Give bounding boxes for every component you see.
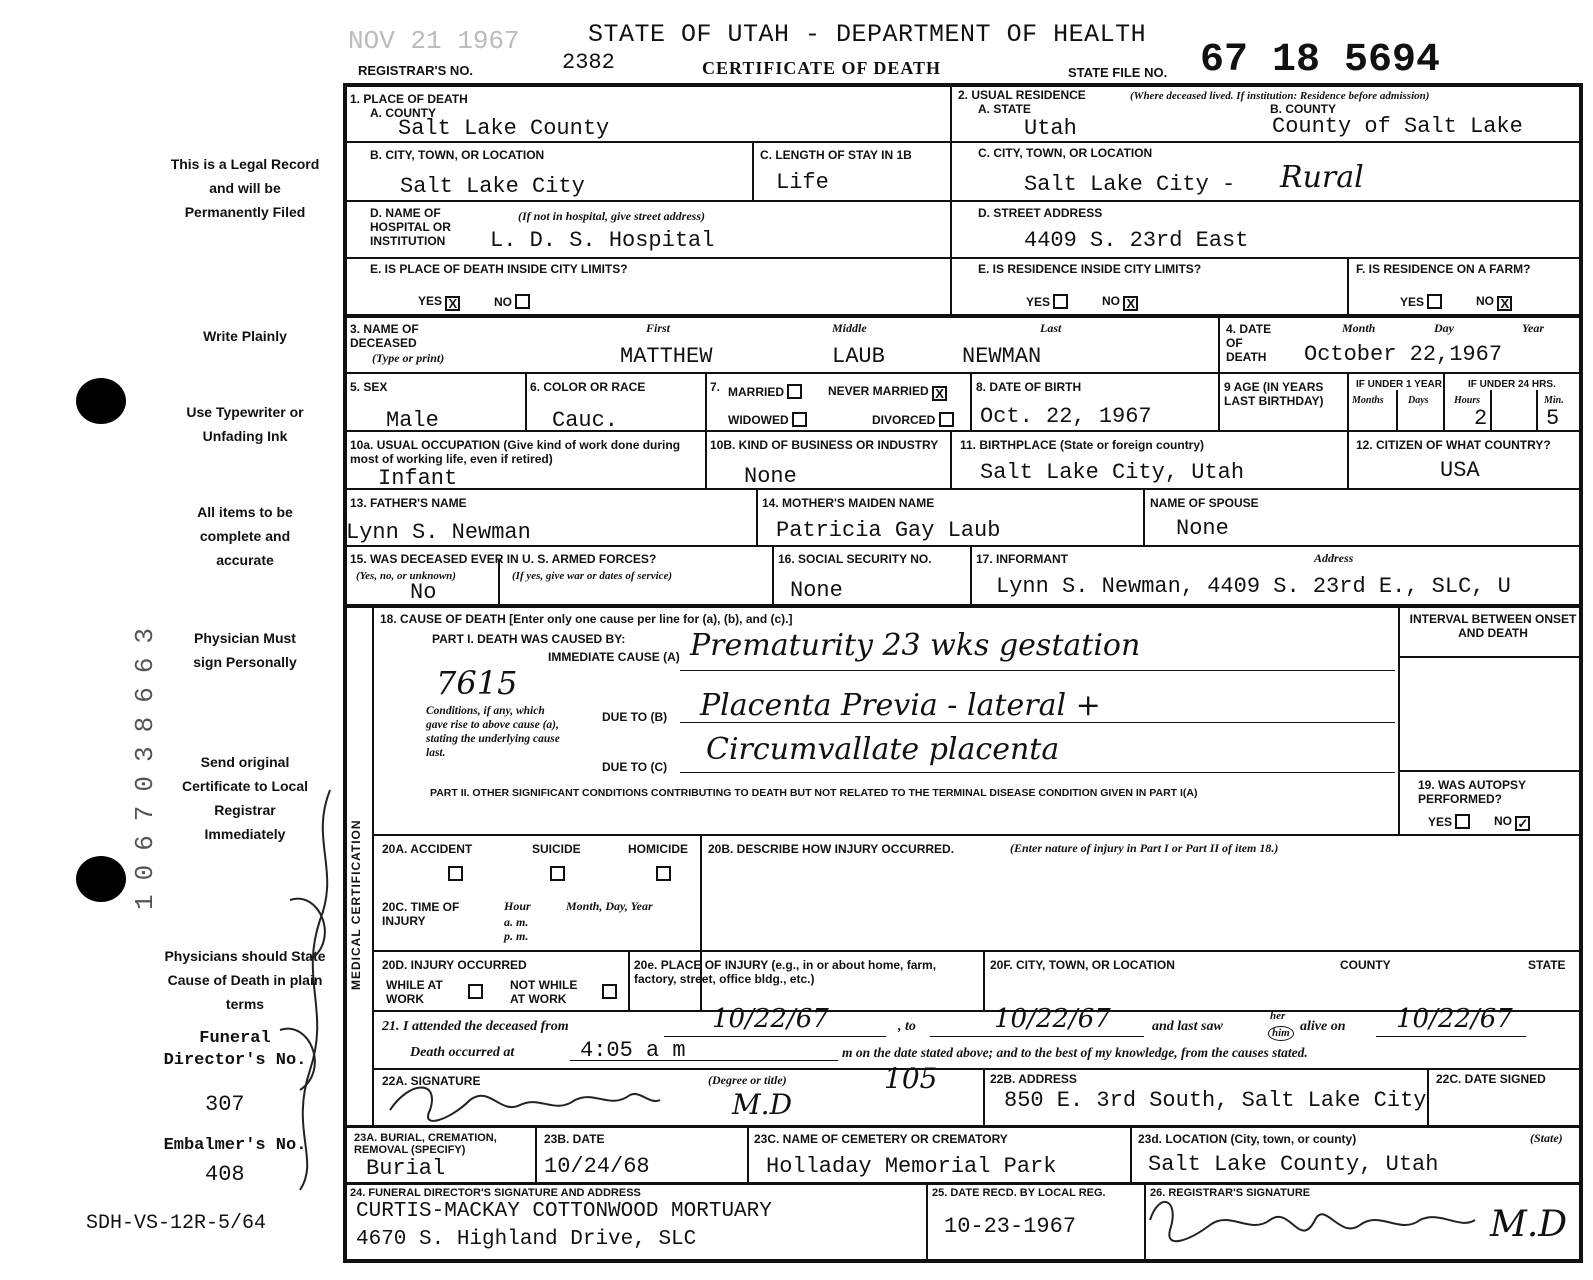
cause-of-death-label: 18. CAUSE OF DEATH [Enter only one cause per line for (a), (b), and (c).]: [380, 612, 793, 626]
attended-label: 21. I attended the deceased from: [382, 1019, 569, 1034]
never-married-option: NEVER MARRIED X: [828, 384, 947, 401]
father-name-label: 13. FATHER'S NAME: [350, 496, 467, 510]
county-label: A. COUNTY: [370, 106, 436, 120]
sex-label: 5. SEX: [350, 380, 388, 394]
cemetery-label: 23C. NAME OF CEMETERY OR CREMATORY: [754, 1132, 1008, 1146]
disposition-label: 23A. BURIAL, CREMATION, REMOVAL (SPECIFY): [354, 1132, 497, 1156]
year-label: Year: [1522, 321, 1544, 335]
residence-state: Utah: [1024, 116, 1077, 141]
marital-label: 7.: [710, 380, 721, 394]
physician-code: 105: [884, 1062, 938, 1095]
deceased-name-label: 3. NAME OF DECEASED: [350, 322, 419, 350]
divorced-option: DIVORCED: [872, 412, 954, 427]
residence-city: Salt Lake City -: [1024, 172, 1236, 197]
place-of-injury-label: 20e. PLACE OF INJURY (e.g., in or about home, farm, factory, street, office bldg., etc.): [634, 958, 937, 986]
residence-city-label: C. CITY, TOWN, OR LOCATION: [978, 146, 1153, 160]
war-dates-note: (If yes, give war or dates of service): [512, 570, 673, 582]
residence-county-label: B. COUNTY: [1270, 102, 1336, 116]
occupation: Infant: [378, 466, 458, 491]
spouse-label: NAME OF SPOUSE: [1150, 496, 1259, 510]
cause-c: Circumvallate placenta: [706, 732, 1060, 767]
complete-note: All items to be complete and accurate: [197, 504, 293, 568]
last-saw-label: and last saw: [1152, 1019, 1223, 1034]
married-option: MARRIED: [728, 384, 802, 399]
registrar-signature-label: 26. REGISTRAR'S SIGNATURE: [1150, 1187, 1311, 1199]
informant: Lynn S. Newman, 4409 S. 23rd E., SLC, U: [996, 574, 1511, 599]
age-hours: 2: [1474, 406, 1488, 431]
death-occurred-label: Death occurred at: [410, 1045, 515, 1060]
injury-county-label: COUNTY: [1340, 958, 1391, 972]
inside-city-yes: YES X: [418, 294, 460, 311]
medical-certification-label: MEDICAL CERTIFICATION: [349, 819, 363, 990]
state-file-no: 67 18 5694: [1200, 38, 1441, 83]
cause-b: Placenta Previa - lateral +: [700, 688, 1101, 723]
physician-note: Physician Must sign Personally: [193, 630, 297, 670]
write-plainly-note: Write Plainly: [203, 328, 287, 344]
immediate-cause-label: IMMEDIATE CAUSE (A): [548, 650, 680, 664]
legal-record-note: This is a Legal Record and will be Permanently Filed: [170, 156, 320, 220]
months-label: Months: [1352, 395, 1384, 406]
conditions-note: Conditions, if any, which gave rise to above cause (a), stating the underlying cause last.: [426, 705, 560, 759]
mother-name: Patricia Gay Laub: [776, 518, 1001, 543]
street-address: 4409 S. 23rd East: [1024, 228, 1249, 253]
alive-on-label: alive on: [1300, 1019, 1346, 1034]
first-name-label: First: [646, 321, 671, 335]
burial-state-label: (State): [1530, 1131, 1563, 1145]
armed-forces-note: (Yes, no, or unknown): [356, 570, 456, 582]
usual-residence-label: 2. USUAL RESIDENCE: [958, 88, 1086, 102]
burial-date-label: 23B. DATE: [544, 1132, 605, 1146]
autopsy-label: 19. WAS AUTOPSY PERFORMED?: [1418, 778, 1526, 806]
suicide-label: SUICIDE: [532, 842, 581, 856]
business: None: [744, 464, 797, 489]
registrar-no-label: REGISTRAR'S NO.: [358, 63, 474, 78]
month-label: Month: [1342, 321, 1376, 335]
funeral-director-no-label: Funeral Director's No.: [163, 1029, 307, 1070]
date-received: 10-23-1967: [944, 1214, 1077, 1239]
birthplace: Salt Lake City, Utah: [980, 460, 1245, 485]
degree: M.D: [732, 1088, 793, 1121]
first-name: MATTHEW: [620, 344, 713, 369]
sex: Male: [386, 408, 439, 433]
attended-from: 10/22/67: [712, 1004, 829, 1034]
date-of-death-label: 4. DATE OF DEATH: [1226, 322, 1272, 364]
checkbox-no[interactable]: X: [1123, 296, 1138, 311]
received-stamp: NOV 21 1967: [348, 26, 520, 56]
not-while-at-work-label: NOT WHILE AT WORK: [510, 978, 578, 1006]
attended-to: 10/22/67: [994, 1004, 1111, 1034]
certification-statement: m on the date stated above; and to the best of my knowledge, from the causes stated.: [842, 1045, 1308, 1060]
middle-name: LAUB: [832, 344, 885, 369]
checkbox-married[interactable]: [787, 384, 802, 399]
days-label: Days: [1408, 395, 1429, 406]
injury-description-note: (Enter nature of injury in Part I or Part II of item 18.): [1010, 841, 1279, 855]
residence-inside-label: E. IS RESIDENCE INSIDE CITY LIMITS?: [978, 262, 1202, 276]
checkbox-no[interactable]: [515, 294, 530, 309]
hospital-name: L. D. S. Hospital: [490, 228, 715, 253]
attended-to-label: , to: [898, 1019, 916, 1034]
citizen-label: 12. CITIZEN OF WHAT COUNTRY?: [1356, 438, 1551, 452]
date-received-label: 25. DATE RECD. BY LOCAL REG.: [932, 1187, 1106, 1199]
inside-city-limits-label: E. IS PLACE OF DEATH INSIDE CITY LIMITS?: [370, 262, 628, 276]
type-or-print-note: (Type or print): [372, 351, 445, 365]
occupation-label: 10a. USUAL OCCUPATION (Give kind of work done during most of working life, even if retired): [350, 438, 681, 466]
under-24-hrs-label: IF UNDER 24 HRS.: [1468, 379, 1556, 390]
farm-yes: YES: [1400, 294, 1442, 309]
checkbox-widowed[interactable]: [792, 412, 807, 427]
death-city-label: B. CITY, TOWN, OR LOCATION: [370, 148, 545, 162]
typewriter-note: Use Typewriter or Unfading Ink: [186, 404, 304, 444]
registrar-signature: [1140, 1180, 1480, 1260]
funeral-director-label: 24. FUNERAL DIRECTOR'S SIGNATURE AND ADDRESS: [350, 1187, 641, 1199]
registrar-md: M.D: [1490, 1204, 1568, 1245]
him-option: him: [1268, 1026, 1294, 1041]
embalmer-no: 408: [205, 1162, 245, 1187]
street-address-label: D. STREET ADDRESS: [978, 206, 1103, 220]
homicide-label: HOMICIDE: [628, 842, 688, 856]
physician-signature: [380, 1070, 680, 1130]
burial-location: Salt Lake County, Utah: [1148, 1152, 1439, 1177]
length-of-stay: Life: [776, 170, 829, 195]
spouse-name: None: [1176, 516, 1229, 541]
residence-state-label: A. STATE: [978, 102, 1031, 116]
checkbox-autopsy-no[interactable]: ✓: [1515, 816, 1530, 831]
under-1-year-label: IF UNDER 1 YEAR: [1356, 379, 1442, 390]
father-name: Lynn S. Newman: [346, 520, 531, 545]
armed-forces: No: [410, 580, 437, 605]
checkbox-suicide[interactable]: [550, 866, 565, 881]
hospital-label: D. NAME OF HOSPITAL OR INSTITUTION: [370, 206, 451, 248]
autopsy-yes: YES: [1428, 814, 1470, 829]
punch-hole: [76, 856, 126, 902]
death-county: Salt Lake County: [398, 116, 610, 141]
checkbox-yes[interactable]: X: [445, 296, 460, 311]
part1-label: PART I. DEATH WAS CAUSED BY:: [432, 632, 626, 646]
plain-terms-note: Physicians should State Cause of Death in plain terms: [164, 948, 326, 1012]
diagnosis-code: 7615: [436, 664, 518, 702]
hour-label: Hour: [504, 899, 531, 913]
while-at-work-label: WHILE AT WORK: [386, 978, 443, 1006]
last-name: NEWMAN: [962, 344, 1042, 369]
punch-hole: [76, 378, 126, 424]
checkbox-homicide[interactable]: [656, 866, 671, 881]
injury-city-label: 20F. CITY, TOWN, OR LOCATION: [990, 958, 1175, 972]
date-of-death: October 22,1967: [1304, 342, 1503, 367]
funeral-home-name: CURTIS-MACKAY COTTONWOOD MORTUARY: [356, 1200, 772, 1223]
age-label: 9 AGE (IN YEARS LAST BIRTHDAY): [1224, 380, 1324, 408]
death-city: Salt Lake City: [400, 174, 585, 199]
widowed-option: WIDOWED: [728, 412, 807, 427]
cemetery: Holladay Memorial Park: [766, 1154, 1057, 1179]
checkbox-yes[interactable]: [1427, 294, 1442, 309]
funeral-home-address: 4670 S. Highland Drive, SLC: [356, 1228, 697, 1251]
armed-forces-label: 15. WAS DECEASED EVER IN U. S. ARMED FORCES?: [350, 552, 657, 566]
her-option: her: [1270, 1010, 1286, 1022]
checkbox-yes[interactable]: [1053, 294, 1068, 309]
ssn: None: [790, 578, 843, 603]
time-of-injury-label: 20C. TIME OF INJURY: [382, 900, 460, 928]
alive-on-date: 10/22/67: [1396, 1004, 1513, 1034]
ssn-label: 16. SOCIAL SECURITY NO.: [778, 552, 932, 566]
death-occurred-time: 4:05 a m: [580, 1038, 686, 1063]
residence-county: County of Salt Lake: [1272, 114, 1523, 139]
burial-date: 10/24/68: [544, 1154, 650, 1179]
accident-label: 20A. ACCIDENT: [382, 842, 473, 856]
inside-city-no: NO: [494, 294, 530, 309]
pm-label: p. m.: [504, 929, 529, 943]
due-to-b-label: DUE TO (B): [602, 710, 668, 724]
injury-occurred-label: 20D. INJURY OCCURRED: [382, 958, 527, 972]
informant-address-label: Address: [1314, 551, 1354, 565]
business-label: 10B. KIND OF BUSINESS OR INDUSTRY: [710, 438, 939, 452]
minutes-label: Min.: [1544, 395, 1564, 406]
race-label: 6. COLOR OR RACE: [530, 380, 646, 394]
burial-location-label: 23d. LOCATION (City, town, or county): [1138, 1132, 1357, 1146]
state-file-label: STATE FILE NO.: [1068, 65, 1168, 80]
department-title: STATE OF UTAH - DEPARTMENT OF HEALTH: [588, 20, 1147, 49]
farm-no: NO X: [1476, 294, 1512, 311]
certificate-title: CERTIFICATE OF DEATH: [702, 58, 942, 78]
last-name-label: Last: [1040, 321, 1062, 335]
registrar-no: 2382: [562, 50, 615, 75]
checkbox-autopsy-yes[interactable]: [1455, 814, 1470, 829]
race: Cauc.: [552, 408, 619, 433]
physician-address: 850 E. 3rd South, Salt Lake City: [1004, 1088, 1427, 1113]
length-of-stay-label: C. LENGTH OF STAY IN 1B: [760, 148, 912, 162]
checkbox-accident[interactable]: [448, 866, 463, 881]
residence-city-handwritten: Rural: [1280, 160, 1364, 195]
age-minutes: 5: [1546, 406, 1560, 431]
checkbox-while-at-work[interactable]: [468, 984, 483, 999]
place-of-death-label: 1. PLACE OF DEATH: [350, 92, 468, 106]
disposition: Burial: [366, 1156, 446, 1181]
due-to-c-label: DUE TO (C): [602, 760, 668, 774]
day-label: Day: [1434, 321, 1454, 335]
injury-description-label: 20B. DESCRIBE HOW INJURY OCCURRED.: [708, 842, 955, 856]
checkbox-never-married[interactable]: X: [932, 386, 947, 401]
form-code: SDH-VS-12R-5/64: [86, 1212, 267, 1235]
interval-label: INTERVAL BETWEEN ONSET AND DEATH: [1409, 612, 1577, 640]
physician-address-label: 22B. ADDRESS: [990, 1072, 1077, 1086]
middle-name-label: Middle: [832, 321, 867, 335]
injury-state-label: STATE: [1528, 958, 1566, 972]
informant-label: 17. INFORMANT: [976, 552, 1069, 566]
date-signed-label: 22C. DATE SIGNED: [1436, 1072, 1546, 1086]
signature-label: 22A. SIGNATURE: [382, 1074, 481, 1088]
autopsy-no: NO ✓: [1494, 814, 1530, 831]
am-label: a. m.: [504, 915, 529, 929]
date-of-birth-label: 8. DATE OF BIRTH: [976, 380, 1082, 394]
checkbox-no[interactable]: X: [1497, 296, 1512, 311]
hours-label: Hours: [1454, 395, 1481, 406]
funeral-director-no: 307: [205, 1092, 245, 1117]
residence-inside-yes: YES: [1026, 294, 1068, 309]
hospital-note: (If not in hospital, give street address): [518, 209, 706, 223]
vertical-number: 1067038663: [130, 613, 160, 910]
degree-label: (Degree or title): [708, 1073, 787, 1087]
embalmer-no-label: Embalmer's No.: [163, 1136, 307, 1155]
residence-inside-no: NO X: [1102, 294, 1138, 311]
citizen: USA: [1440, 458, 1480, 483]
mother-name-label: 14. MOTHER'S MAIDEN NAME: [762, 496, 935, 510]
cause-a: Prematurity 23 wks gestation: [690, 628, 1141, 663]
checkbox-not-while-at-work[interactable]: [602, 984, 617, 999]
date-of-birth: Oct. 22, 1967: [980, 404, 1152, 429]
part2-label: PART II. OTHER SIGNIFICANT CONDITIONS CONTRIBUTING TO DEATH BUT NOT RELATED TO THE TERMINAL DISEASE CONDITION GIVEN IN PART I(A): [430, 787, 1198, 799]
birthplace-label: 11. BIRTHPLACE (State or foreign country): [960, 438, 1205, 452]
month-day-year-label: Month, Day, Year: [566, 899, 653, 913]
send-original-note: Send original Certificate to Local Registrar Immediately: [181, 754, 309, 842]
farm-label: F. IS RESIDENCE ON A FARM?: [1356, 262, 1531, 276]
residence-note: (Where deceased lived. If institution: Residence before admission): [1130, 90, 1430, 102]
checkbox-divorced[interactable]: [939, 412, 954, 427]
